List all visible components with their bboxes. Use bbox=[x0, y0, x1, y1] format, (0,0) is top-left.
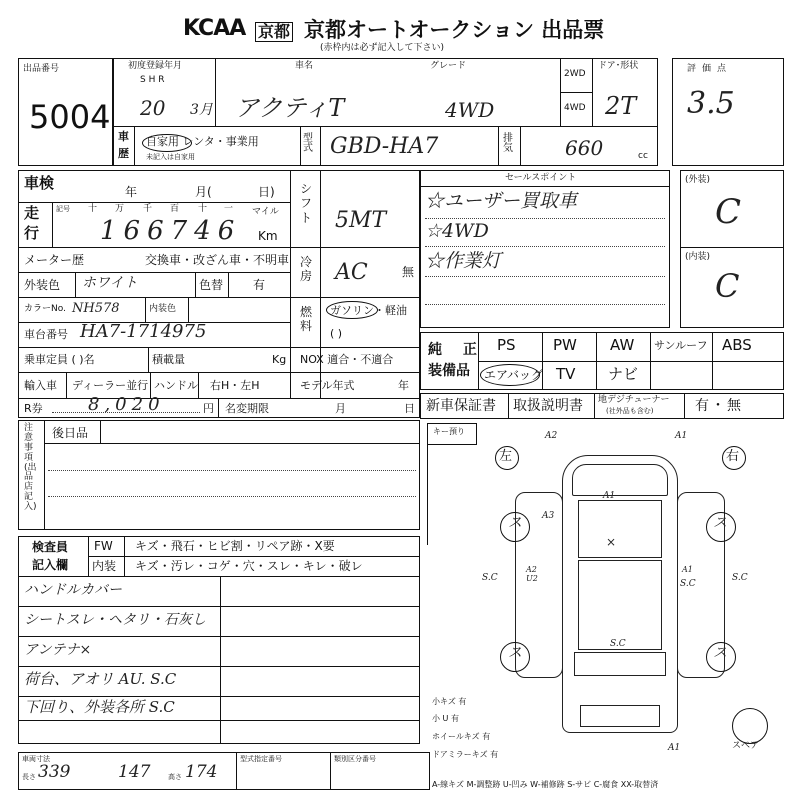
mileage-unit-2: 千 bbox=[143, 204, 153, 214]
truck-roof bbox=[578, 500, 662, 558]
equip-navi: ナビ bbox=[608, 365, 639, 383]
manual: 取扱説明書 bbox=[513, 398, 583, 414]
nox-label: NOX 適合・不適合 bbox=[300, 353, 394, 366]
size-label: 車両寸法 bbox=[22, 755, 50, 763]
equip-abs: ABS bbox=[722, 336, 752, 354]
height-value: 174 bbox=[185, 762, 218, 782]
ac-none: 無 bbox=[402, 265, 415, 279]
color-no-label: カラーNo. bbox=[24, 304, 66, 314]
model-year-unit: 年 bbox=[398, 379, 409, 392]
equip-sunroof: サンルーフ bbox=[654, 339, 708, 352]
mark-rl: ス bbox=[508, 645, 522, 661]
legend-item-4: ドアミラーキズ 有 bbox=[432, 750, 499, 759]
history-options: 自家用 レンタ・事業用 bbox=[146, 135, 259, 148]
int-color-label: 内装色 bbox=[149, 304, 177, 314]
score-box bbox=[672, 58, 784, 166]
inspector-label-2: 記入欄 bbox=[32, 558, 69, 572]
mileage-unit-0: 十 bbox=[88, 204, 98, 214]
model-year-label: モデル年式 bbox=[300, 379, 355, 392]
score-value: 3.5 bbox=[687, 86, 735, 121]
cc-label: cc bbox=[638, 151, 648, 161]
sales-line-1: ☆ユーザー買取車 bbox=[425, 190, 578, 212]
mark-a2-side: A2 bbox=[526, 565, 537, 574]
shaken-year: 年 bbox=[125, 185, 138, 199]
ac-label: 冷房 bbox=[300, 255, 313, 284]
length-value: 339 bbox=[38, 762, 71, 782]
capacity-label: 乗車定員 ( )名 bbox=[24, 353, 95, 366]
int-label: 内装 bbox=[92, 559, 117, 573]
mark-x-roof: × bbox=[606, 535, 617, 549]
int-items: キズ・汚レ・コゲ・穴・スレ・キレ・破レ bbox=[135, 559, 363, 573]
equip-pw: PW bbox=[553, 336, 577, 354]
mileage-sub: 記号 bbox=[56, 205, 70, 213]
equipment-label-1: 純 正 bbox=[428, 342, 485, 358]
mileage-unit-3: 百 bbox=[170, 204, 180, 214]
fuel-label: 燃料 bbox=[300, 305, 313, 334]
sales-line-3: ☆作業灯 bbox=[425, 250, 502, 272]
inspector-line-1: ハンドルカバー bbox=[24, 582, 122, 598]
color-change-label: 色替 bbox=[199, 278, 224, 292]
ext-color-label: 外装色 bbox=[24, 278, 61, 292]
key-label: キー預り bbox=[433, 427, 465, 436]
type-value: GBD-HA7 bbox=[330, 134, 439, 159]
ac-value: AC bbox=[335, 260, 368, 285]
sales-line-2: ☆4WD bbox=[425, 220, 489, 242]
handle-side: 右H・左H bbox=[210, 379, 260, 392]
shaken-day: 日) bbox=[258, 185, 275, 199]
drive-4wd: 4WD bbox=[564, 103, 586, 113]
lot-number: 5004 bbox=[29, 98, 111, 136]
mark-fr: ス bbox=[713, 515, 727, 531]
mileage-label-1: 走 bbox=[24, 204, 40, 222]
page-title: 京都オートオークション 出品票 bbox=[304, 18, 605, 42]
special-no-label: 型式指定番号 bbox=[240, 755, 282, 763]
import-label: 輸入車 bbox=[24, 379, 57, 392]
mark-a3-door: A3 bbox=[542, 511, 555, 521]
equip-aw: AW bbox=[610, 336, 635, 354]
lot-label: 出品番号 bbox=[23, 64, 60, 74]
history-label-2: 歴 bbox=[118, 147, 129, 160]
spare-wheel bbox=[732, 708, 768, 744]
mark-sc-right: S.C bbox=[732, 573, 748, 583]
r-tax-label: R券 bbox=[24, 402, 43, 415]
equipment-label-2: 装備品 bbox=[428, 363, 470, 379]
meter-options: 交換車・改ざん車・不明車 bbox=[145, 253, 290, 267]
km-label: Km bbox=[258, 229, 278, 243]
truck-bed bbox=[578, 560, 662, 650]
warranty-book: 新車保証書 bbox=[426, 398, 496, 414]
shaken-label: 車検 bbox=[24, 174, 55, 192]
spare-label: スペア bbox=[732, 741, 760, 751]
inspector-line-3: アンテナ× bbox=[24, 642, 92, 658]
chassis-label: 車台番号 bbox=[24, 328, 68, 341]
inspector-line-4: 荷台、アオリ AU. S.C bbox=[24, 670, 177, 688]
mark-a1-rear: A1 bbox=[668, 743, 681, 753]
drive-2wd: 2WD bbox=[564, 69, 586, 79]
left-label: 左 bbox=[499, 449, 513, 464]
mark-a1-front-right: A1 bbox=[675, 431, 688, 441]
rear-item-label: 後日品 bbox=[52, 426, 89, 440]
car-name-label: 車名 bbox=[295, 61, 314, 71]
lot-box bbox=[18, 58, 113, 166]
history-label-1: 車 bbox=[118, 130, 129, 143]
fw-items: キズ・飛石・ヒビ割・リペア跡・X要 bbox=[135, 539, 335, 553]
name-change-label: 名変期限 bbox=[225, 402, 269, 415]
mark-sc-bed: S.C bbox=[610, 639, 626, 649]
length-label: 長さ bbox=[22, 773, 36, 781]
color-no-value: NH578 bbox=[72, 301, 120, 316]
reg-era: S H R bbox=[140, 75, 165, 85]
disp-label: 排気 bbox=[503, 133, 513, 154]
mark-sc-left: S.C bbox=[482, 573, 498, 583]
mile-label: マイル bbox=[252, 207, 279, 217]
mark-fl: ス bbox=[508, 515, 522, 531]
kyoto-logo: 京都 bbox=[255, 22, 293, 42]
legend-item-2: 小 U 有 bbox=[432, 714, 459, 723]
yen-label: 円 bbox=[203, 402, 214, 415]
chassis-value: HA7-1714975 bbox=[80, 321, 207, 342]
door-label: ドア･形状 bbox=[598, 61, 639, 71]
disp-value: 660 bbox=[565, 136, 604, 160]
reg-year: 20 bbox=[140, 96, 166, 120]
inspector-line-2: シートスレ・ヘタリ・石灰し bbox=[24, 612, 206, 628]
shift-label: シフト bbox=[300, 182, 313, 225]
mileage-unit-1: 万 bbox=[115, 204, 125, 214]
mileage-label-2: 行 bbox=[24, 224, 40, 242]
ext-grade-value: C bbox=[715, 192, 742, 232]
door-shape: 2T bbox=[605, 92, 637, 120]
tuner-label: 地デジチューナー bbox=[598, 395, 670, 405]
mark-a1-hood: A1 bbox=[603, 491, 616, 501]
color-change-value: 有 bbox=[253, 278, 266, 292]
dealer-label: ディーラー並行 bbox=[72, 379, 149, 392]
mark-u2-side: U2 bbox=[526, 574, 538, 583]
equip-airbag: エアバッグ bbox=[484, 368, 544, 382]
right-label: 右 bbox=[726, 449, 740, 464]
car-name: アクティT bbox=[235, 94, 345, 122]
inspector-label-1: 検査員 bbox=[32, 540, 69, 554]
name-change-month: 月 bbox=[335, 402, 346, 415]
mileage-unit-4: 十 bbox=[198, 204, 208, 214]
truck-rear-bumper bbox=[580, 705, 660, 727]
fuel-options: ガソリン・軽油 bbox=[330, 304, 407, 317]
fuel-paren: ( ) bbox=[330, 327, 343, 340]
tuner-note: (社外品も含む) bbox=[606, 407, 654, 415]
score-label: 評価点 bbox=[687, 64, 733, 74]
shift-value: 5MT bbox=[335, 208, 387, 233]
grade-label: グレード bbox=[430, 61, 467, 71]
mark-a1-right-side: A1 bbox=[682, 565, 693, 574]
ext-grade-label: (外装) bbox=[685, 175, 711, 185]
height-label: 高さ bbox=[168, 773, 182, 781]
int-grade-value: C bbox=[715, 267, 740, 305]
grade: 4WD bbox=[445, 98, 495, 122]
history-note: 未記入は自家用 bbox=[146, 153, 195, 161]
inspector-line-5: 下回り、外装各所 S.C bbox=[24, 698, 175, 716]
handle-label: ハンドル bbox=[154, 379, 198, 392]
mileage-value: 166746 bbox=[100, 216, 242, 246]
legend-bottom: A-線キズ M-調整跡 U-凹み W-補修跡 S-サビ C-腐食 XX-取替済 bbox=[432, 780, 659, 789]
kg-label: Kg bbox=[272, 353, 287, 366]
class-no-label: 類別区分番号 bbox=[334, 755, 376, 763]
tuner-value: 有・無 bbox=[695, 398, 743, 414]
mark-a2-front: A2 bbox=[545, 431, 558, 441]
shaken-month: 月( bbox=[195, 185, 212, 199]
r-tax-value: 8,020 bbox=[88, 394, 165, 415]
kcaa-logo: KCAA bbox=[183, 16, 246, 41]
legend-item-3: ホイールキズ 有 bbox=[432, 732, 491, 741]
mark-sc-right-inner: S.C bbox=[680, 579, 696, 589]
width-value: 147 bbox=[118, 762, 151, 782]
ext-color-value: ホワイト bbox=[82, 275, 138, 291]
reg-label: 初度登録年月 bbox=[128, 61, 183, 71]
load-label: 積載量 bbox=[152, 353, 185, 366]
mark-rr: ス bbox=[713, 645, 727, 661]
fw-label: FW bbox=[94, 539, 113, 553]
type-label: 型式 bbox=[303, 133, 313, 154]
equip-tv: TV bbox=[556, 365, 576, 383]
page-subtitle: (赤枠内は必ず記入して下さい) bbox=[320, 43, 445, 53]
name-change-day: 日 bbox=[404, 402, 415, 415]
int-grade-label: (内装) bbox=[685, 252, 711, 262]
reg-month: 3月 bbox=[190, 102, 213, 118]
mileage-unit-5: 一 bbox=[224, 204, 234, 214]
truck-tailgate bbox=[574, 652, 666, 676]
notes-label: 注意事項(出品店記入) bbox=[24, 423, 37, 513]
sales-label: セールスポイント bbox=[505, 173, 577, 183]
equip-ps: PS bbox=[497, 336, 516, 354]
meter-label: メーター歴 bbox=[24, 253, 85, 267]
legend-item-1: 小キズ 有 bbox=[432, 697, 467, 706]
truck-windshield bbox=[572, 464, 668, 496]
